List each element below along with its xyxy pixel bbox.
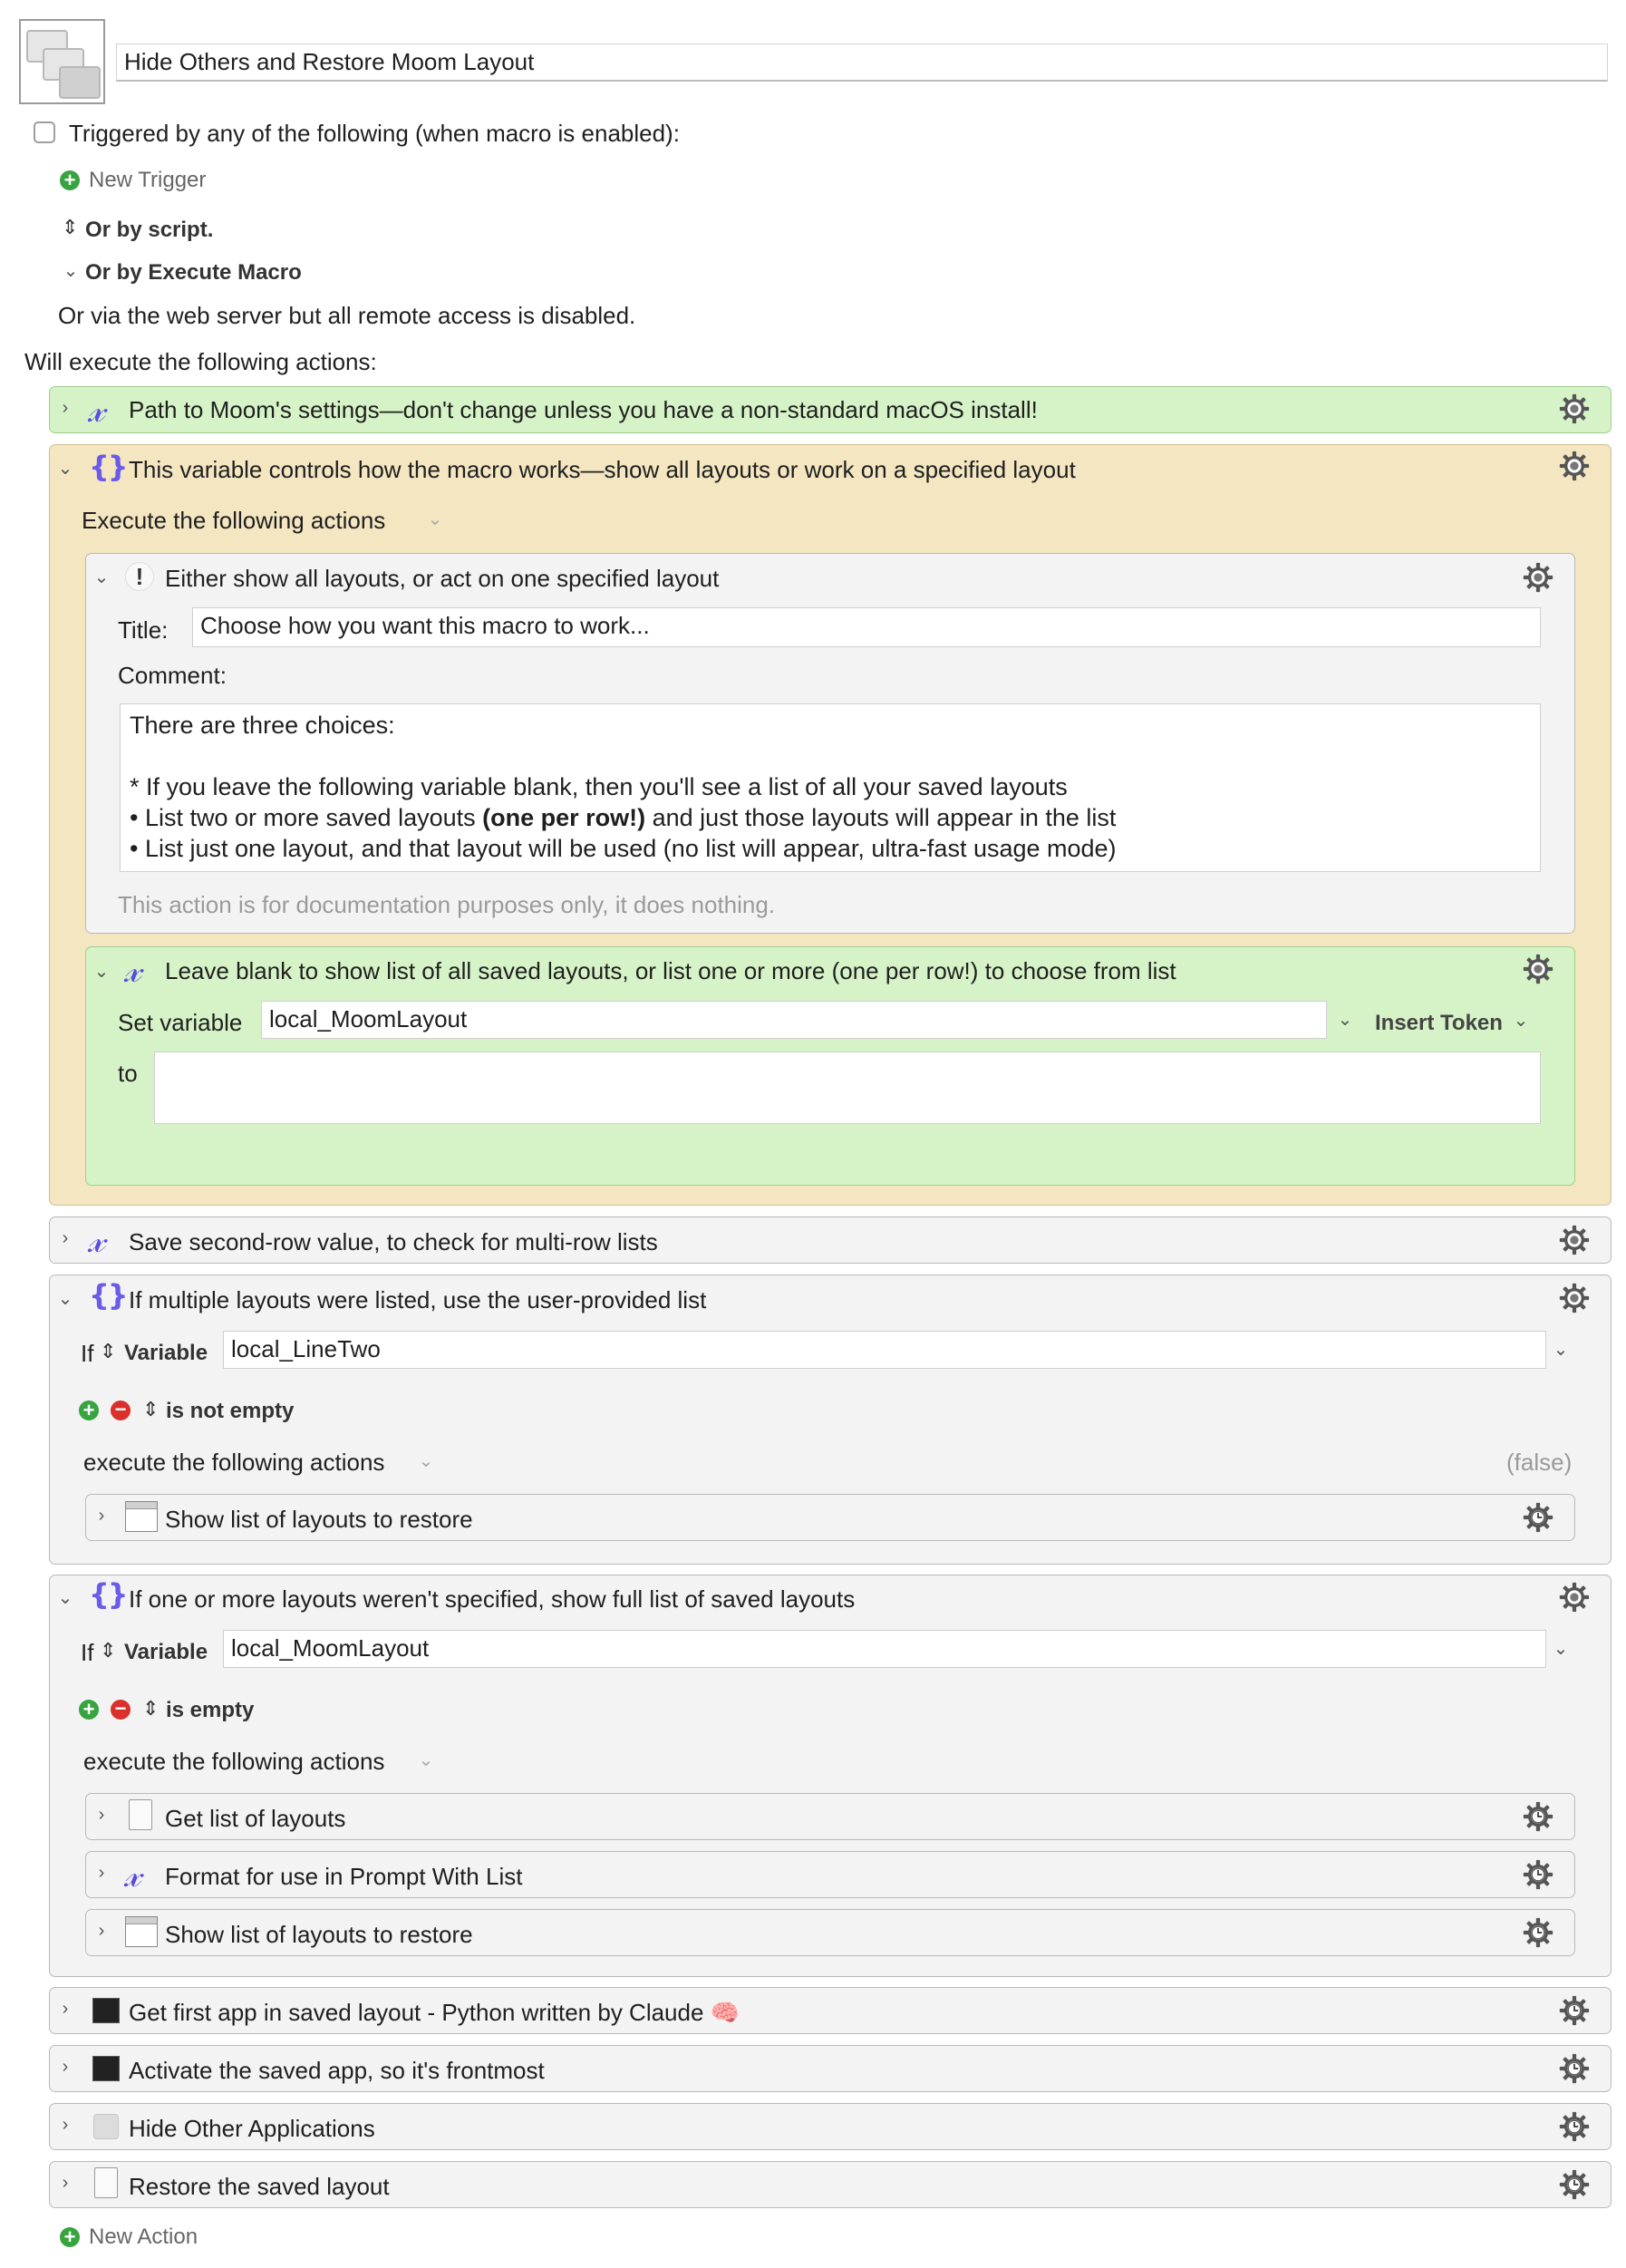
new-trigger-link[interactable]: New Trigger [89,168,207,192]
chevron-down-icon[interactable]: ⌄ [1553,1639,1569,1659]
chevron-down-icon[interactable]: ⌄ [57,1289,73,1309]
action-title: Restore the saved layout [129,2173,390,2200]
gear-icon[interactable] [1559,1582,1590,1613]
action-title: Either show all layouts, or act on one specified layout [165,565,720,592]
terminal-icon [92,1998,120,2023]
exclamation-icon: ! [125,562,154,591]
updown-icon[interactable]: ⇕ [142,1398,160,1420]
if-label: If [81,1340,94,1367]
gear-icon[interactable] [1559,451,1590,481]
action-title: Path to Moom's settings—don't change unless you have a non-standard macOS install! [129,396,1038,423]
prompt-window-icon [125,1501,158,1532]
group-braces-icon: {} [89,1278,127,1313]
gear-clock-icon[interactable] [1559,1995,1590,2026]
condition-type[interactable]: Variable [124,1341,208,1365]
gear-icon[interactable] [1523,562,1553,593]
new-action-link[interactable]: New Action [89,2224,198,2249]
comment-title-field[interactable]: Choose how you want this macro to work... [192,607,1541,647]
documentation-note: This action is for documentation purposes only, it does nothing. [118,891,776,918]
chevron-right-icon[interactable]: › [98,1921,105,1941]
gear-clock-icon[interactable] [1523,1801,1553,1832]
chevron-down-icon[interactable]: ⌄ [1553,1340,1569,1360]
comment-line [130,741,1531,771]
remove-condition-icon[interactable]: − [111,1401,131,1420]
gear-icon[interactable] [1523,954,1553,984]
variable-x-icon: 𝓍 [124,949,141,991]
add-action-icon[interactable]: + [60,2227,80,2247]
chevron-down-icon[interactable]: ⌄ [93,567,110,587]
action-title: Save second-row value, to check for multi-row lists [129,1228,658,1255]
or-by-script[interactable]: Or by script. [85,218,214,242]
triggered-checkbox[interactable] [34,121,55,143]
variable-x-icon: 𝓍 [124,1854,141,1895]
action-title: Get first app in saved layout - Python written by Claude 🧠 [129,1999,740,2026]
action-title: Format for use in Prompt With List [165,1863,523,1890]
comment-line: There are three choices: [130,712,395,739]
chevron-right-icon[interactable]: › [98,1863,105,1883]
action-title: If multiple layouts were listed, use the user-provided list [129,1286,707,1313]
variable-name-field[interactable]: local_MoomLayout [261,1001,1327,1039]
variable-x-icon: 𝓍 [88,1219,105,1261]
insert-token-button[interactable]: Insert Token [1375,1011,1503,1035]
if-label: If [81,1639,94,1666]
actions-header: Will execute the following actions: [24,348,377,375]
condition-variable-field[interactable]: local_MoomLayout [223,1630,1546,1668]
chevron-down-icon[interactable]: ⌄ [1513,1011,1529,1031]
action-title: This variable controls how the macro works—show all layouts or work on a specified layout [129,456,1076,483]
prompt-window-icon [125,1916,158,1947]
condition-variable-field[interactable]: local_LineTwo [223,1331,1546,1369]
gear-icon[interactable] [1559,1283,1590,1313]
comment-label: Comment: [118,662,227,689]
chevron-down-icon[interactable]: ⌄ [427,509,443,529]
macro-name-field[interactable]: Hide Others and Restore Moom Layout [116,44,1608,82]
hide-apps-icon [93,2114,119,2139]
or-by-execute-macro[interactable]: Or by Execute Macro [85,260,302,285]
action-title: Leave blank to show list of all saved layouts, or list one or more (one per row!) to choose from list [165,957,1176,984]
web-server-note: Or via the web server but all remote access is disabled. [58,302,636,329]
updown-icon[interactable]: ⇕ [142,1697,160,1720]
gear-icon[interactable] [1559,1225,1590,1255]
triggered-label: Triggered by any of the following (when macro is enabled): [69,120,680,147]
terminal-icon [92,2056,120,2081]
chevron-right-icon[interactable]: › [62,1228,69,1248]
add-trigger-icon[interactable]: + [60,170,80,190]
set-variable-label: Set variable [118,1009,243,1036]
action-title: Hide Other Applications [129,2115,375,2142]
execute-label: Execute the following actions [82,507,386,534]
to-label: to [118,1060,138,1087]
gear-clock-icon[interactable] [1523,1917,1553,1948]
action-title: If one or more layouts weren't specified, show full list of saved layouts [129,1585,856,1613]
chevron-right-icon[interactable]: › [62,2173,69,2193]
remove-condition-icon[interactable]: − [111,1700,131,1720]
updown-icon[interactable]: ⇕ [100,1340,117,1362]
gear-clock-icon[interactable] [1523,1502,1553,1533]
macro-icon[interactable] [19,19,105,104]
action-title: Show list of layouts to restore [165,1506,473,1533]
gear-clock-icon[interactable] [1559,2053,1590,2084]
chevron-right-icon[interactable]: › [62,398,69,418]
updown-icon: ⇕ [62,216,79,238]
chevron-down-icon[interactable]: ⌄ [63,261,79,281]
gear-clock-icon[interactable] [1523,1859,1553,1890]
gear-clock-icon[interactable] [1559,2169,1590,2200]
chevron-down-icon[interactable]: ⌄ [418,1451,434,1471]
condition-operator[interactable]: is not empty [166,1399,295,1423]
action-title: Activate the saved app, so it's frontmost [129,2057,545,2084]
variable-x-icon: 𝓍 [88,389,105,431]
script-document-icon [94,2167,118,2198]
chevron-down-icon[interactable]: ⌄ [57,1588,73,1608]
action-title: Get list of layouts [165,1805,346,1832]
comment-line: • List two or more saved layouts (one per row!) and just those layouts will appear in the list [130,804,1117,831]
condition-type[interactable]: Variable [124,1640,208,1664]
chevron-right-icon[interactable]: › [98,1805,105,1825]
gear-clock-icon[interactable] [1559,2111,1590,2142]
gear-icon[interactable] [1559,393,1590,424]
chevron-right-icon[interactable]: › [62,2057,69,2077]
execute-label: execute the following actions [83,1748,385,1775]
chevron-right-icon[interactable]: › [62,2115,69,2135]
execute-label: execute the following actions [83,1449,385,1476]
false-label: (false) [1506,1449,1573,1476]
group-braces-icon: {} [89,450,127,484]
chevron-down-icon[interactable]: ⌄ [1337,1010,1353,1030]
variable-value-field[interactable] [154,1052,1541,1124]
title-label: Title: [118,616,169,644]
condition-operator[interactable]: is empty [166,1698,255,1722]
add-condition-icon[interactable]: + [79,1700,99,1720]
chevron-right-icon[interactable]: › [62,1999,69,2019]
chevron-down-icon[interactable]: ⌄ [57,459,73,479]
chevron-right-icon[interactable]: › [98,1506,105,1526]
action-title: Show list of layouts to restore [165,1921,473,1948]
comment-line: • List just one layout, and that layout will be used (no list will appear, ultra-fast usage mode) [130,835,1117,862]
comment-line: * If you leave the following variable blank, then you'll see a list of all your saved layouts [130,773,1068,800]
add-condition-icon[interactable]: + [79,1401,99,1420]
group-braces-icon: {} [89,1577,127,1612]
script-document-icon [129,1799,152,1830]
comment-text-area[interactable] [120,703,1541,872]
chevron-down-icon[interactable]: ⌄ [418,1750,434,1770]
chevron-down-icon[interactable]: ⌄ [93,962,110,982]
updown-icon[interactable]: ⇕ [100,1639,117,1662]
